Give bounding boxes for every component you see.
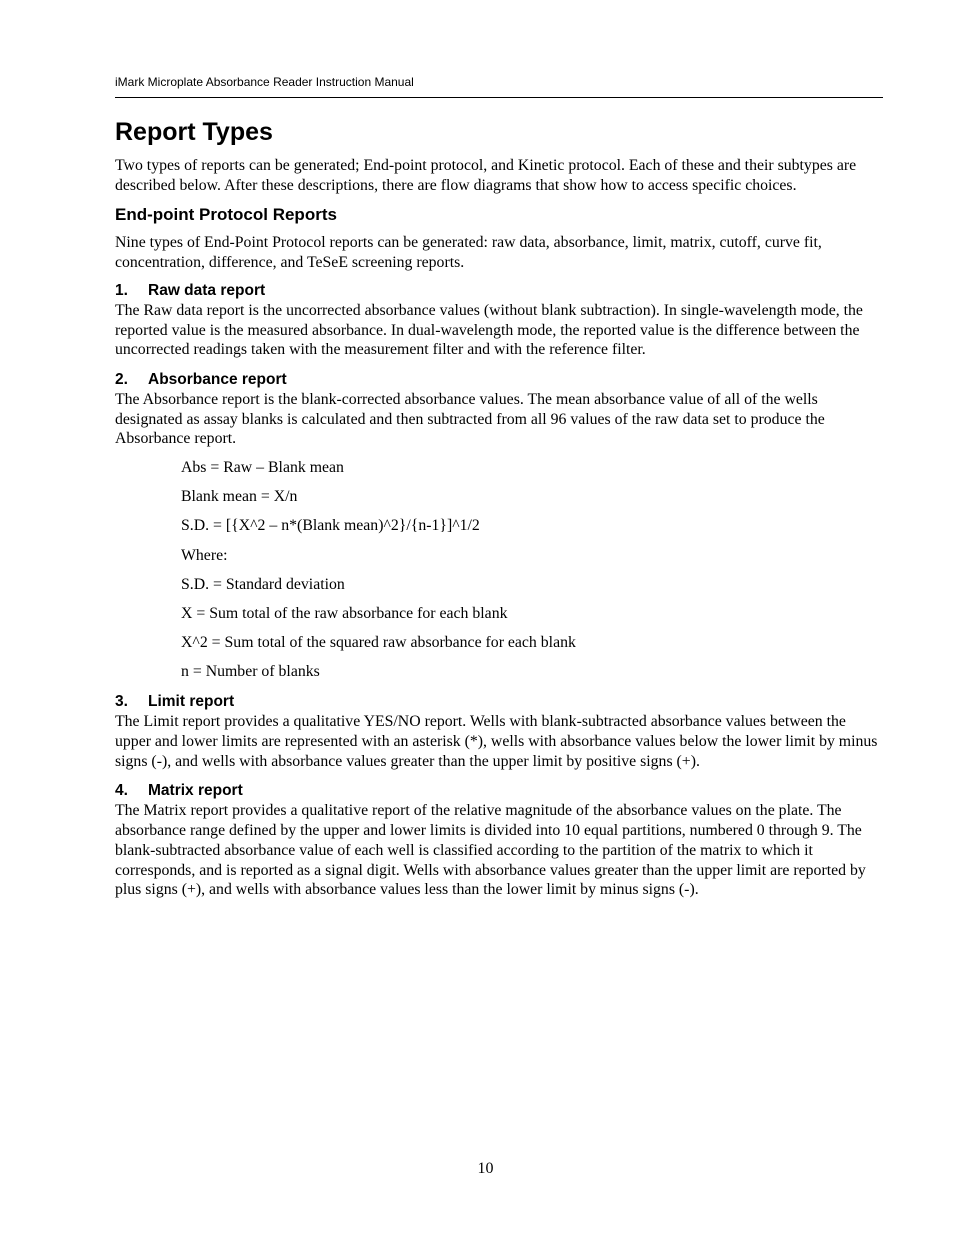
report-title: Absorbance report	[148, 370, 287, 388]
formula-list	[181, 458, 884, 682]
subsection-title: End-point Protocol Reports	[115, 205, 337, 225]
report-title: Limit report	[148, 693, 235, 711]
report-number: 3.	[115, 693, 128, 711]
report-number: 2.	[115, 370, 128, 388]
running-header: iMark Microplate Absorbance Reader Instruction Manual	[115, 75, 414, 89]
report-item-matrix	[115, 781, 884, 900]
formula-line: n = Number of blanks	[181, 663, 320, 681]
report-title: Matrix report	[148, 782, 243, 800]
page-content	[115, 114, 884, 910]
report-number: 1.	[115, 281, 128, 299]
formula-line: Where:	[181, 546, 228, 564]
report-description: The Limit report provides a qualitative YES/NO report. Wells with blank-subtracted absorbance values between the upper and lower limits are represented with an asterisk (*), wells with absorbance values below the lower limit by minus signs (-), and wells with absorbance values greater than the upper limit by positive signs (+).	[115, 713, 878, 770]
section-intro: Two types of reports can be generated; End-point protocol, and Kinetic protocol. Each of these and their subtypes are described below. After these descriptions, there are flow diagrams that show how to access specific choices.	[115, 157, 857, 194]
header-divider	[115, 97, 883, 98]
formula-line: Blank mean = X/n	[181, 488, 298, 506]
report-item-absorbance	[115, 370, 884, 682]
manual-page	[115, 0, 884, 1235]
page-number: 10	[477, 1160, 494, 1177]
report-heading	[115, 370, 884, 390]
formula-line: X = Sum total of the raw absorbance for each blank	[181, 604, 508, 622]
formula-line: Abs = Raw – Blank mean	[181, 459, 344, 477]
formula-line: S.D. = [{X^2 – n*(Blank mean)^2}/{n-1}]^1/2	[181, 517, 480, 535]
report-title: Raw data report	[148, 281, 266, 299]
report-heading	[115, 692, 884, 712]
report-description: The Raw data report is the uncorrected absorbance values (without blank subtraction). In single-wavelength mode, the reported value is the measured absorbance. In dual-wavelength mode, the reported value is the difference between the uncorrected readings taken with the measurement filter and with the reference filter.	[115, 301, 863, 359]
report-heading	[115, 781, 884, 801]
subsection-intro: Nine types of End-Point Protocol reports can be generated: raw data, absorbance, limit, matrix, cutoff, curve fit, concentration, difference, and TeSeE screening reports.	[115, 234, 822, 272]
formula-line: X^2 = Sum total of the squared raw absorbance for each blank	[181, 634, 576, 652]
report-heading	[115, 281, 884, 301]
report-item-limit	[115, 692, 884, 771]
report-description: The Absorbance report is the blank-corrected absorbance values. The mean absorbance value of all of the wells designated as assay blanks is calculated and then subtracted from all 96 values of the raw data set to produce the Absorbance report.	[115, 390, 825, 448]
formula-line: S.D. = Standard deviation	[181, 575, 345, 593]
section-title: Report Types	[115, 118, 273, 146]
report-description: The Matrix report provides a qualitative report of the relative magnitude of the absorbance values on the plate. The absorbance range defined by the upper and lower limits is divided into 10 equal partitions, numbered 0 through 9. The blank-subtracted absorbance value of each well is classified according to the partition of the matrix to which it corresponds, and is reported as a signal digit. Wells with absorbance values greater than the upper limit are reported by plus signs (+), and wells with absorbance values less than the lower limit by minus signs (-).	[115, 802, 866, 899]
report-item-raw-data	[115, 281, 884, 360]
report-number: 4.	[115, 782, 128, 800]
